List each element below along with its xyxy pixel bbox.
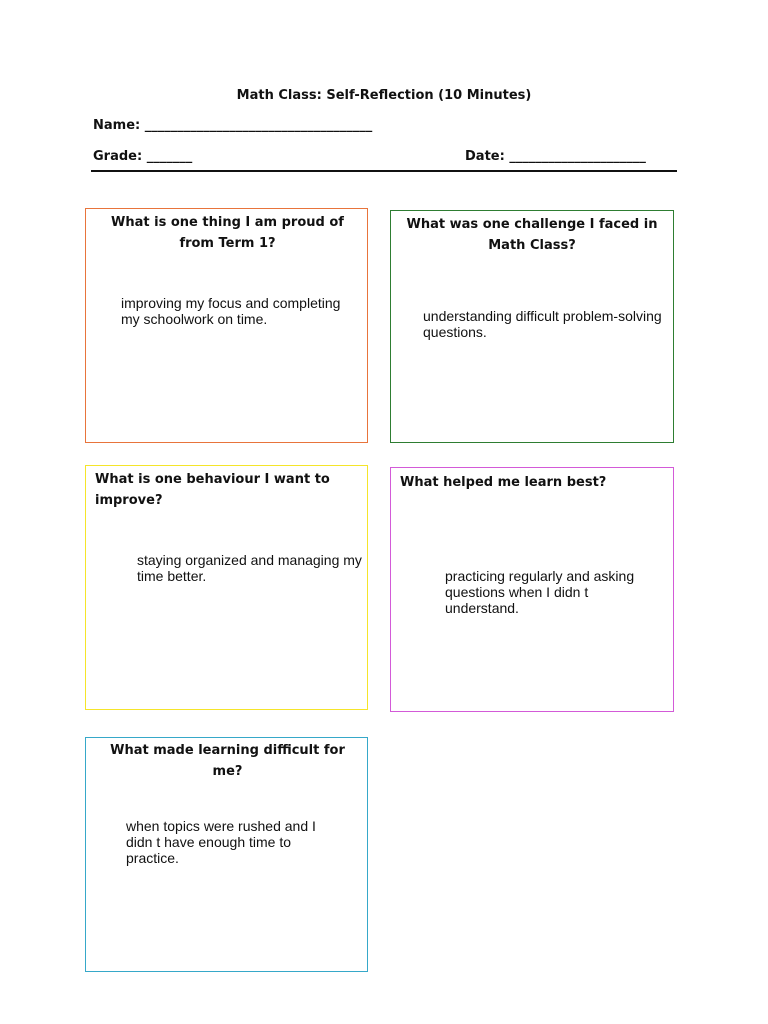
answer-text: practicing regularly and asking questions when I didn t understand. [445, 568, 635, 616]
date-field: Date: _____________________ [465, 149, 646, 164]
answer-text: improving my focus and completing my schoolwork on time. [121, 295, 341, 327]
header-divider [91, 170, 677, 172]
answer-text: staying organized and managing my time better. [137, 552, 362, 584]
grade-field: Grade: _______ [93, 149, 193, 164]
question-text: What made learning difficult for me? [110, 743, 345, 779]
answer-text: understanding difficult problem-solving questions. [423, 308, 662, 340]
name-field: Name: ___________________________________ [93, 118, 373, 133]
reflection-box-proud [85, 208, 368, 443]
reflection-box-difficult [85, 737, 368, 972]
answer-text: when topics were rushed and I didn t have enough time to practice. [126, 818, 316, 866]
reflection-box-challenge [390, 210, 674, 443]
reflection-box-learn-best [390, 467, 674, 712]
question-text: What was one challenge I faced in Math Class? [406, 217, 658, 253]
question-text: What is one thing I am proud of from Term 1? [111, 215, 344, 251]
page-title: Math Class: Self-Reflection (10 Minutes) [236, 88, 532, 103]
reflection-box-behaviour [85, 465, 368, 710]
question-text: What is one behaviour I want to improve? [95, 472, 330, 508]
question-text: What helped me learn best? [400, 475, 607, 490]
